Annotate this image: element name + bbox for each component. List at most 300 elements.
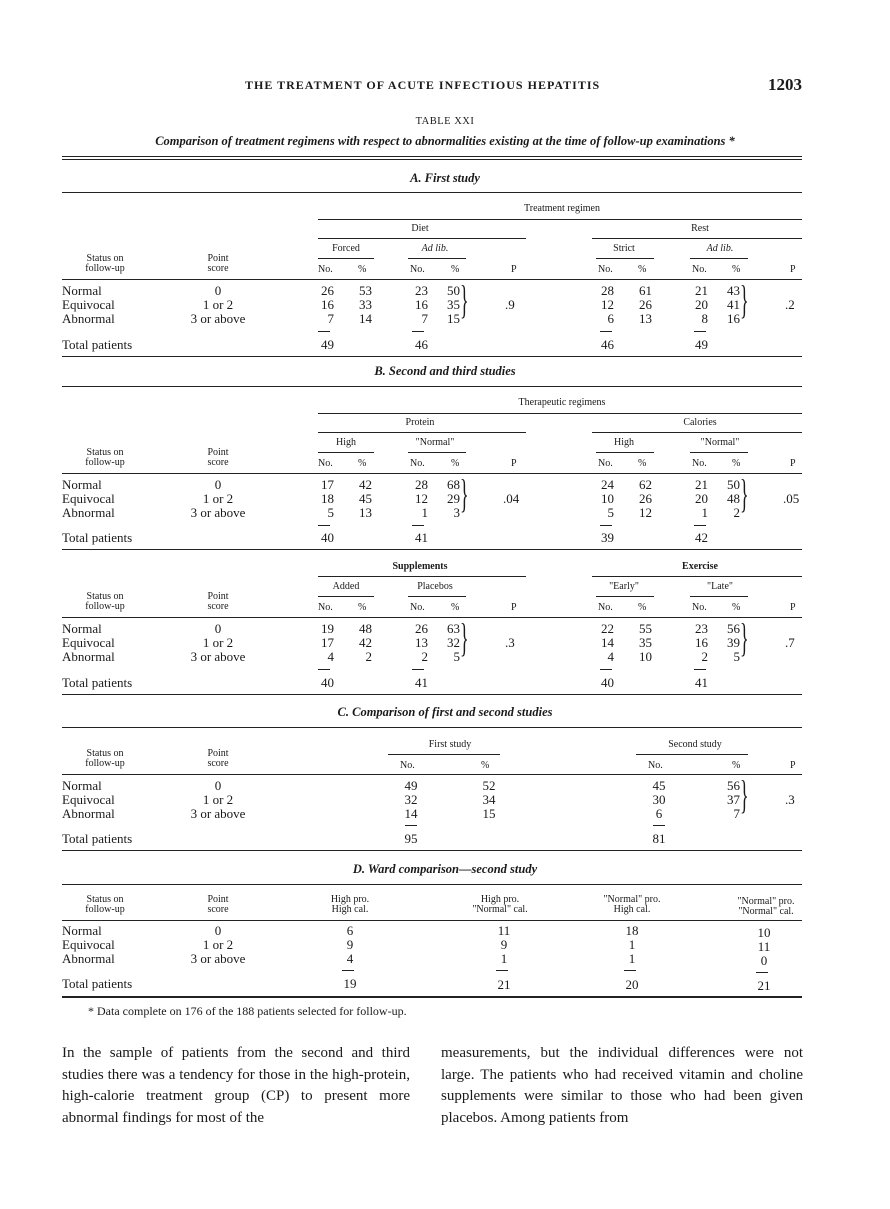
body-text-left: In the sample of patients from the second and third studies there was a tendency for those in the high-protein, high-calorie treatment group (CP) to present more abnormal findings for most of the [62,1045,410,1126]
cell: 43 [727,283,740,298]
group-header: Therapeutic regimens [518,397,606,408]
cell: 63 [447,621,460,636]
col-header: No. [598,458,613,469]
cell: 12 [639,505,652,520]
normal-header: "Normal" [415,437,455,448]
point-header: score [207,758,229,769]
cell: 40 [321,675,334,690]
score: 3 or above [190,311,246,326]
cell: 95 [404,831,418,846]
col-header: % [638,602,647,613]
rule [62,192,802,193]
row-label: Normal [62,283,102,298]
cell: 34 [482,792,496,807]
sum-dash [318,525,330,526]
cell: 5 [733,649,740,664]
status-header: follow-up [85,904,125,915]
cell: 17 [321,635,334,650]
adlib-header: Ad lib. [421,243,449,254]
cell: 2 [733,505,740,520]
cell: 7 [327,311,334,326]
early-header: "Early" [609,581,639,592]
score: 0 [214,621,222,636]
rule [62,850,802,851]
cell: 28 [601,283,614,298]
cell: 4 [327,649,334,664]
cell: 16 [415,297,428,312]
added-header: Added [332,581,360,592]
rule [62,727,802,728]
rule [408,452,466,453]
status-header: Status on [86,591,124,602]
rule [596,258,654,259]
col-header: % [481,760,490,771]
cell: 10 [601,491,614,506]
rule [592,576,802,577]
cell: 48 [727,491,740,506]
cell: 15 [447,311,460,326]
row-label: Equivocal [62,792,115,807]
first-study-header: First study [428,739,472,750]
col-header: % [358,264,367,275]
table-caption: Comparison of treatment regimens with respect to abnormalities existing at the time of follow-up examinations * [155,134,735,148]
rule [408,258,466,259]
second-study-header: Second study [668,739,722,750]
rule [318,432,526,433]
cell: 21 [757,978,771,993]
col-header: P [790,602,796,613]
row-label: Equivocal [62,491,115,506]
cell: 42 [695,530,708,545]
p-value: .7 [785,635,795,650]
col-header: No. [692,264,707,275]
high-header: High [336,437,356,448]
status-header: follow-up [85,601,125,612]
rule [690,596,748,597]
rule [318,596,374,597]
cell: 8 [701,311,708,326]
cell: 2 [365,649,372,664]
calories-header: Calories [683,417,717,428]
score: 3 or above [190,951,246,966]
row-label: Equivocal [62,297,115,312]
sum-dash [412,525,424,526]
row-label: Equivocal [62,635,115,650]
sum-dash [600,669,612,670]
sum-dash [624,970,636,971]
row-label: Total patients [62,337,133,352]
col-header: P [790,458,796,469]
cell: 20 [695,297,708,312]
cell: 5 [607,505,614,520]
p-value: .05 [783,491,800,506]
col-header: % [732,602,741,613]
cell: 1 [421,505,428,520]
cell: 39 [601,530,614,545]
col-header: P [511,264,517,275]
cell: 28 [415,477,428,492]
group-header: Treatment regimen [523,203,600,214]
p-value: .04 [503,491,520,506]
cell: 15 [482,806,496,821]
cell: 40 [601,675,614,690]
row-label: Abnormal [62,311,115,326]
forced-header: Forced [332,243,360,254]
p-value: .3 [505,635,515,650]
status-header: Status on [86,748,124,759]
status-header: Status on [86,447,124,458]
cell: 2 [421,649,428,664]
supplements-header: Supplements [392,561,448,572]
cell: 42 [359,477,372,492]
cell: 30 [652,792,666,807]
cell: 21 [695,477,708,492]
cell: 68 [447,477,460,492]
rule [62,694,802,695]
rule [62,617,802,618]
rule [62,279,802,280]
cell: 41 [695,675,708,690]
col-header: P [511,602,517,613]
score: 3 or above [190,649,246,664]
cell: 56 [727,778,740,793]
point-header: score [207,263,229,274]
cell: 40 [321,530,334,545]
cell: 11 [497,923,511,938]
cell: 16 [727,311,740,326]
sum-dash [756,972,768,973]
cell: 1 [628,951,636,966]
point-header: Point [207,591,229,602]
cell: 13 [639,311,652,326]
cell: 29 [447,491,460,506]
point-header: score [207,601,229,612]
cell: 2 [701,649,708,664]
col-header: No. [692,602,707,613]
brace: } [740,615,749,660]
row-label: Normal [62,923,102,938]
page-number: 1203 [768,75,802,94]
cell: 52 [482,778,496,793]
ward-col-header: High cal. [331,904,369,915]
brace: } [460,471,469,516]
cell: 61 [639,283,652,298]
row-label: Total patients [62,530,133,545]
status-header: follow-up [85,263,125,274]
rule [690,258,748,259]
cell: 10 [639,649,652,664]
cell: 49 [321,337,334,352]
score: 1 or 2 [202,491,234,506]
cell: 11 [757,939,771,954]
cell: 13 [415,635,428,650]
point-header: Point [207,894,229,905]
cell: 23 [415,283,428,298]
rule [62,774,802,775]
cell: 19 [321,621,334,636]
col-header: No. [692,458,707,469]
cell: 4 [607,649,614,664]
cell: 45 [652,778,666,793]
point-header: Point [207,447,229,458]
col-header: No. [400,760,415,771]
brace: } [740,277,749,322]
cell: 24 [601,477,614,492]
score: 1 or 2 [202,792,234,807]
cell: 1 [500,951,508,966]
placebos-header: Placebos [417,581,453,592]
ward-col-header: High cal. [613,904,651,915]
rule [596,452,654,453]
rest-header: Rest [691,223,709,234]
cell: 50 [727,477,740,492]
score: 0 [214,283,222,298]
cell: 53 [359,283,372,298]
brace: } [460,277,469,322]
rule [318,576,526,577]
cell: 20 [695,491,708,506]
cell: 3 [453,505,460,520]
cell: 33 [359,297,372,312]
rule [690,452,748,453]
cell: 6 [655,806,663,821]
cell: 46 [601,337,614,352]
p-value: .2 [785,297,795,312]
section-c-title: C. Comparison of first and second studies [337,705,553,719]
col-header: % [358,602,367,613]
status-header: follow-up [85,457,125,468]
ward-col-header: "Normal" pro. [603,894,661,905]
row-label: Normal [62,778,102,793]
cell: 56 [727,621,740,636]
ward-col-header: High pro. [330,894,370,905]
cell: 50 [447,283,460,298]
rule [62,920,802,921]
cell: 1 [628,937,636,952]
section-d-title: D. Ward comparison—second study [352,862,538,876]
rule [318,219,802,220]
cell: 39 [727,635,740,650]
row-label: Total patients [62,675,133,690]
cell: 22 [601,621,614,636]
col-header: % [732,458,741,469]
sum-dash [496,970,508,971]
score: 3 or above [190,505,246,520]
col-header: % [451,264,460,275]
cell: 49 [404,778,418,793]
cell: 23 [695,621,708,636]
row-label: Normal [62,477,102,492]
col-header: P [511,458,517,469]
score: 0 [214,778,222,793]
rule [596,596,654,597]
row-label: Abnormal [62,951,115,966]
rule [62,473,802,474]
strict-header: Strict [613,243,635,254]
adlib-header: Ad lib. [706,243,734,254]
cell: 14 [404,806,418,821]
rule [636,754,748,755]
ward-col-header: "Normal" cal. [472,904,528,915]
cell: 20 [625,977,639,992]
sum-dash [342,970,354,971]
rule [318,413,802,414]
row-label: Total patients [62,976,133,991]
point-header: Point [207,748,229,759]
rule [62,549,802,550]
normal-header: "Normal" [700,437,740,448]
rule [62,884,802,885]
sum-dash [694,331,706,332]
cell: 5 [327,505,334,520]
row-label: Total patients [62,831,133,846]
col-header: P [790,760,796,771]
point-header: score [207,904,229,915]
cell: 35 [639,635,652,650]
col-header: No. [648,760,663,771]
ward-col-header: "Normal" pro. [737,896,795,907]
cell: 32 [404,792,418,807]
cell: 26 [321,283,334,298]
table-bottom-rule [62,996,802,998]
sum-dash [694,669,706,670]
brace: } [740,772,749,817]
col-header: % [358,458,367,469]
sum-dash [600,525,612,526]
running-title: THE TREATMENT OF ACUTE INFECTIOUS HEPATITIS [245,78,601,92]
sum-dash [318,669,330,670]
col-header: % [638,264,647,275]
cell: 18 [321,491,334,506]
col-header: % [732,264,741,275]
cell: 14 [359,311,372,326]
p-value: .3 [785,792,795,807]
table-label: TABLE XXI [415,116,475,127]
row-label: Abnormal [62,649,115,664]
row-label: Abnormal [62,505,115,520]
rule [592,238,802,239]
col-header: No. [410,264,425,275]
cell: 17 [321,477,334,492]
cell: 0 [760,953,768,968]
cell: 6 [607,311,614,326]
cell: 7 [733,806,740,821]
cell: 12 [415,491,428,506]
cell: 19 [343,976,357,991]
cell: 41 [415,675,428,690]
rule [62,386,802,387]
ward-col-header: "Normal" cal. [738,906,794,917]
status-header: Status on [86,894,124,905]
cell: 9 [346,937,354,952]
cell: 9 [500,937,508,952]
cell: 5 [453,649,460,664]
sum-dash [318,331,330,332]
table-top-rule [62,156,802,160]
col-header: P [790,264,796,275]
sum-dash [412,331,424,332]
col-header: % [451,602,460,613]
cell: 13 [359,505,372,520]
cell: 21 [695,283,708,298]
score: 0 [214,923,222,938]
rule [318,258,374,259]
sum-dash [653,825,665,826]
rule [388,754,500,755]
cell: 16 [695,635,708,650]
rule [592,432,802,433]
sum-dash [412,669,424,670]
body-text-right: measurements, but the individual differences were not large. The patients who had received vitamin and choline supplements were similar to those who had been given placebos. Among patients from [441,1045,803,1126]
col-header: No. [318,458,333,469]
cell: 49 [695,337,708,352]
col-header: No. [318,602,333,613]
brace: } [460,615,469,660]
late-header: "Late" [707,581,733,592]
section-b-title: B. Second and third studies [374,364,516,378]
col-header: No. [598,602,613,613]
rule [408,596,466,597]
brace: } [740,471,749,516]
cell: 10 [757,925,771,940]
status-header: follow-up [85,758,125,769]
score: 0 [214,477,222,492]
footnote: * Data complete on 176 of the 188 patients selected for follow-up. [88,1004,407,1018]
cell: 21 [497,977,511,992]
section-a-title: A. First study [410,171,480,185]
point-header: Point [207,253,229,264]
col-header: % [638,458,647,469]
row-label: Equivocal [62,937,115,952]
col-header: No. [410,602,425,613]
row-label: Normal [62,621,102,636]
cell: 41 [415,530,428,545]
col-header: % [451,458,460,469]
rule [318,238,526,239]
col-header: No. [318,264,333,275]
diet-header: Diet [411,223,429,234]
rule [318,452,374,453]
cell: 6 [346,923,354,938]
cell: 1 [701,505,708,520]
cell: 12 [601,297,614,312]
sum-dash [600,331,612,332]
score: 3 or above [190,806,246,821]
cell: 81 [652,831,666,846]
col-header: No. [410,458,425,469]
cell: 37 [727,792,740,807]
cell: 32 [447,635,460,650]
cell: 35 [447,297,460,312]
cell: 16 [321,297,334,312]
row-label: Abnormal [62,806,115,821]
cell: 7 [421,311,428,326]
status-header: Status on [86,253,124,264]
cell: 26 [639,297,652,312]
cell: 62 [639,477,652,492]
exercise-header: Exercise [682,561,718,572]
cell: 41 [727,297,740,312]
cell: 4 [346,951,354,966]
high-header: High [614,437,634,448]
score: 1 or 2 [202,635,234,650]
col-header: No. [598,264,613,275]
score: 1 or 2 [202,937,234,952]
rule [62,356,802,357]
cell: 18 [625,923,639,938]
ward-col-header: High pro. [480,894,520,905]
cell: 26 [415,621,428,636]
